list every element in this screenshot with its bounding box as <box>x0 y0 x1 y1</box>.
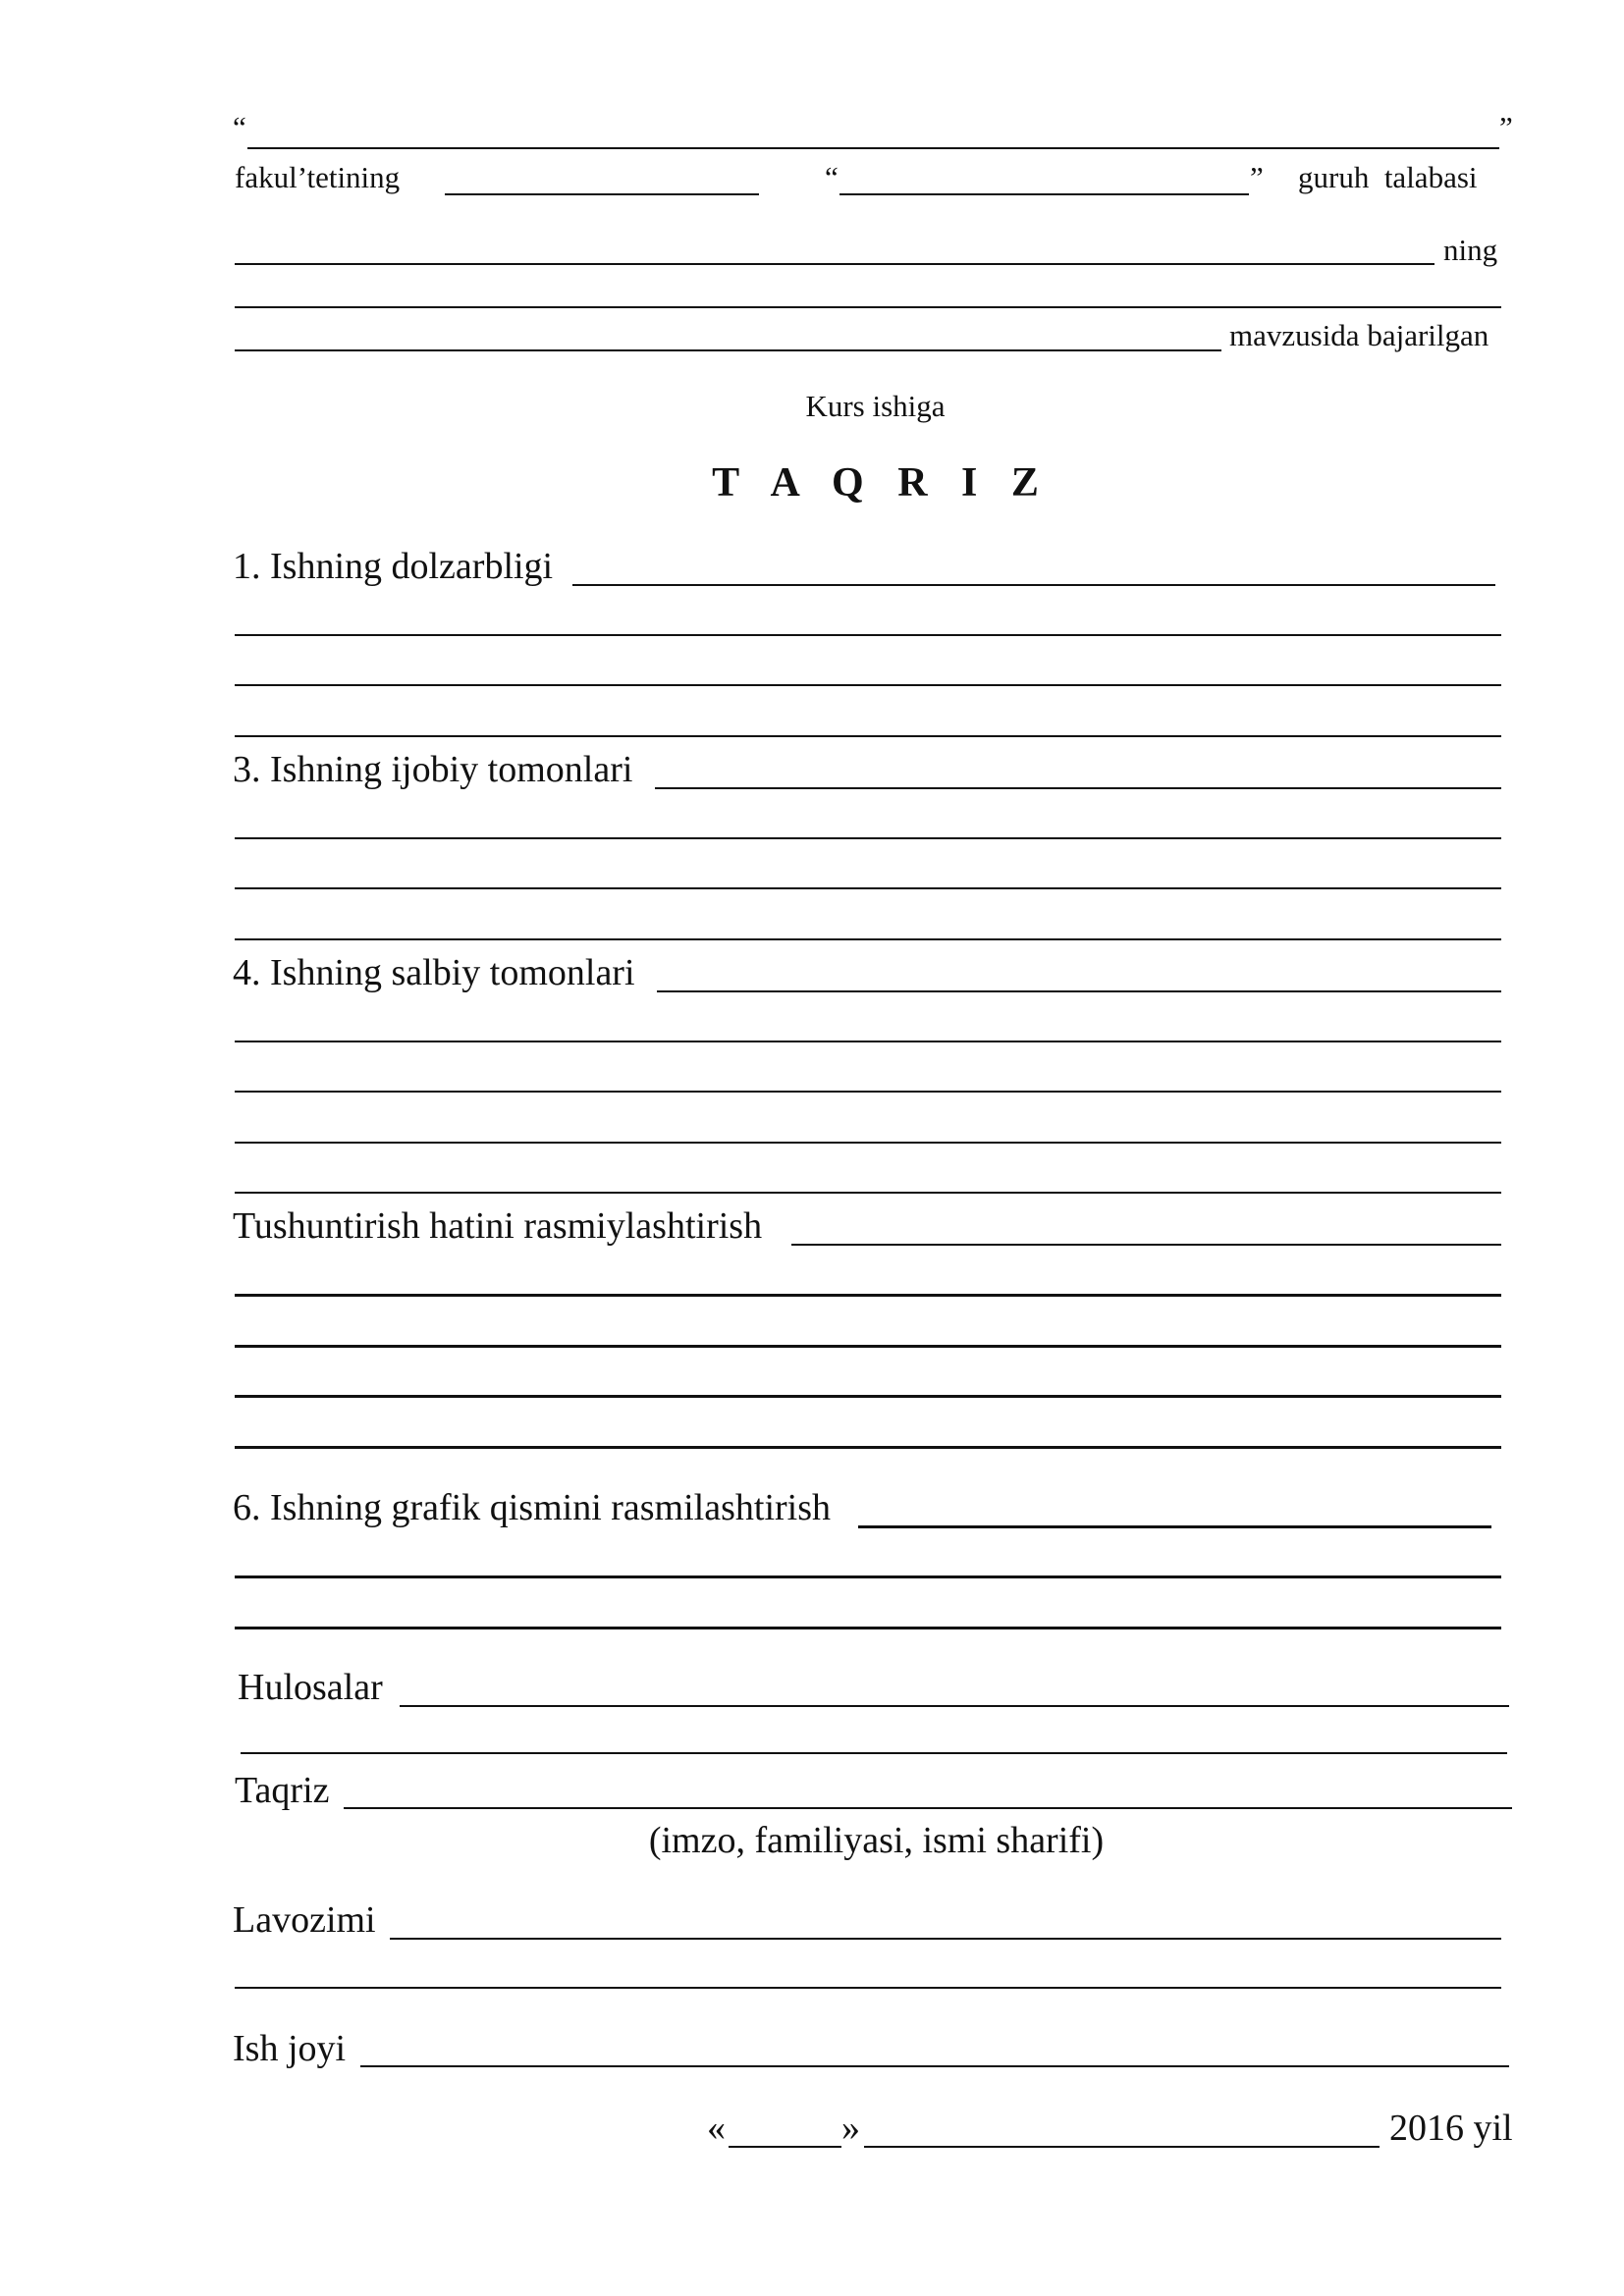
note-formatting-line-1[interactable] <box>791 1244 1501 1246</box>
date-close-quote: » <box>841 2108 860 2149</box>
negative-line-4[interactable] <box>235 1142 1501 1144</box>
relevance-line-1[interactable] <box>572 584 1495 586</box>
topic-line-2[interactable] <box>235 349 1221 351</box>
relevance-line-2[interactable] <box>235 634 1501 636</box>
date-month-line[interactable] <box>864 2146 1380 2148</box>
positive-line-1[interactable] <box>655 787 1501 789</box>
topic-line-1[interactable] <box>235 306 1501 308</box>
relevance-line-3[interactable] <box>235 684 1501 686</box>
positive-line-3[interactable] <box>235 887 1501 889</box>
section-positive-label: 3. Ishning ijobiy tomonlari <box>233 749 633 790</box>
ning-label: ning <box>1443 233 1498 267</box>
note-formatting-line-5[interactable] <box>235 1446 1501 1449</box>
student-name-line[interactable] <box>235 263 1435 265</box>
conclusions-line-1[interactable] <box>400 1705 1509 1707</box>
subtitle: Kurs ishiga <box>805 389 946 423</box>
graphic-line-1[interactable] <box>858 1525 1491 1528</box>
open-quote: “ <box>233 110 246 144</box>
section-note-formatting-label: Tushuntirish hatini rasmiylashtirish <box>233 1205 763 1247</box>
group-label: guruh talabasi <box>1298 160 1478 194</box>
group-number-line[interactable] <box>839 193 1249 195</box>
course-line[interactable] <box>445 193 759 195</box>
group-open-quote: “ <box>825 160 839 194</box>
group-close-quote: ” <box>1250 160 1264 194</box>
note-formatting-line-4[interactable] <box>235 1395 1501 1398</box>
section-graphic-label: 6. Ishning grafik qismini rasmilashtirish <box>233 1487 832 1528</box>
conclusions-line-2[interactable] <box>241 1752 1507 1754</box>
faculty-label: fakul’tetining <box>235 160 401 194</box>
graphic-line-2[interactable] <box>235 1575 1501 1578</box>
section-relevance-label: 1. Ishning dolzarbligi <box>233 546 554 587</box>
note-formatting-line-2[interactable] <box>235 1294 1501 1297</box>
workplace-label: Ish joyi <box>233 2028 347 2069</box>
positive-line-4[interactable] <box>235 938 1501 940</box>
negative-line-5[interactable] <box>235 1192 1501 1194</box>
position-line-2[interactable] <box>235 1987 1501 1989</box>
close-quote: ” <box>1499 110 1513 144</box>
reviewer-line[interactable] <box>344 1807 1512 1809</box>
position-line-1[interactable] <box>390 1938 1501 1940</box>
section-negative-label: 4. Ishning salbiy tomonlari <box>233 952 635 993</box>
date-year: 2016 yil <box>1389 2108 1513 2149</box>
page-title: T A Q R I Z <box>712 460 1051 506</box>
negative-line-3[interactable] <box>235 1091 1501 1093</box>
negative-line-2[interactable] <box>235 1041 1501 1042</box>
negative-line-1[interactable] <box>657 990 1501 992</box>
positive-line-2[interactable] <box>235 837 1501 839</box>
section-conclusions-label: Hulosalar <box>238 1667 383 1708</box>
faculty-name-line[interactable] <box>247 147 1499 149</box>
reviewer-label: Taqriz <box>235 1770 330 1811</box>
date-day-line[interactable] <box>729 2146 841 2148</box>
topic-label: mavzusida bajarilgan <box>1229 318 1489 352</box>
graphic-line-3[interactable] <box>235 1627 1501 1629</box>
reviewer-hint: (imzo, familiyasi, ismi sharifi) <box>648 1820 1105 1861</box>
workplace-line[interactable] <box>360 2065 1509 2067</box>
position-label: Lavozimi <box>233 1899 376 1941</box>
date-open-quote: « <box>707 2108 726 2149</box>
note-formatting-line-3[interactable] <box>235 1345 1501 1348</box>
relevance-line-4[interactable] <box>235 735 1501 737</box>
